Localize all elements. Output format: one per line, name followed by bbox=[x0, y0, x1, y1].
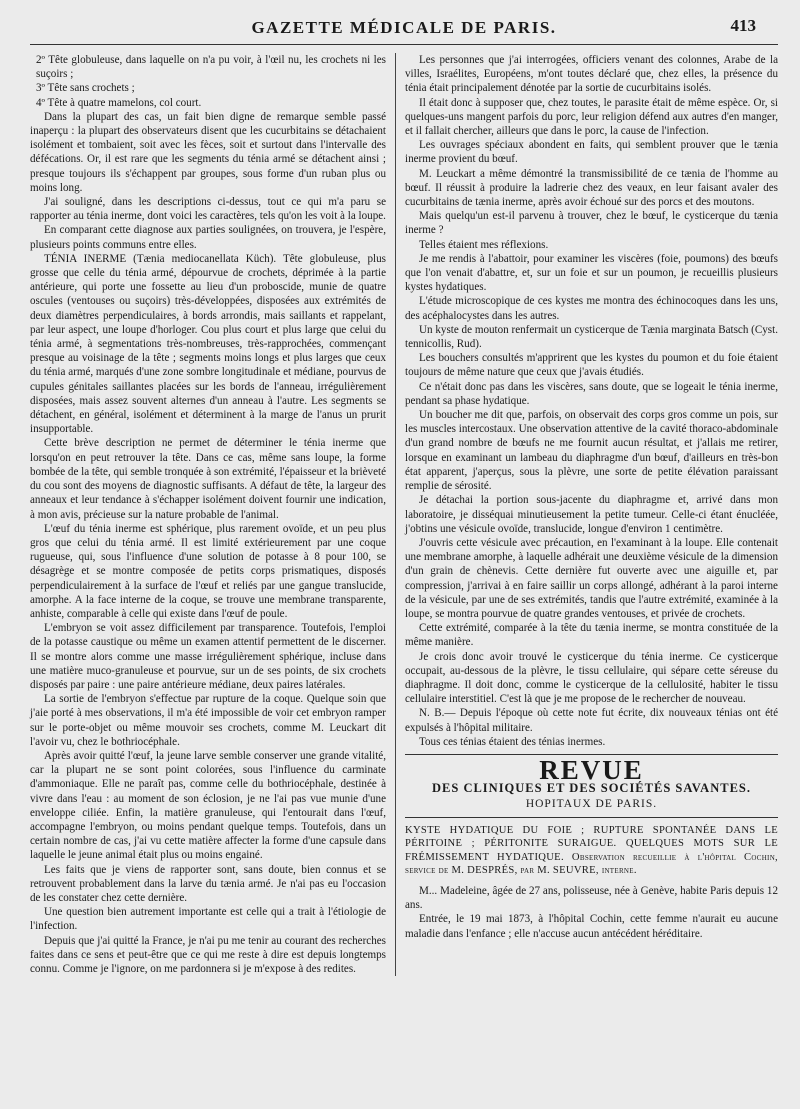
paragraph: L'œuf du ténia inerme est sphérique, plus rarement ovoïde, et un peu plus gros que celui du ténia armé. Il est limité extérieurement par une coque rugueuse, qui, sous l'influence d'une solution de potasse à 8 pour 100, se désagrège et se montre composée de petits corps prismatiques, disposés perpendiculairement à la surface de l'œuf et reliés par une gangue translucide, amorphe. A la face interne de la coque, se trouve une membrane transparente, anhiste, comparable à celle qui existe dans l'œuf de poule. bbox=[30, 522, 386, 620]
revue-section: HOPITAUX DE PARIS. bbox=[525, 798, 658, 811]
paragraph: Les bouchers consultés m'apprirent que les kystes du poumon et du foie étaient toujours de même nature que ceux que j'avais étudiés. bbox=[405, 352, 778, 379]
columns bbox=[30, 53, 778, 976]
paragraph: Ce n'était donc pas dans les viscères, sans doute, que se logeait le ténia inerme, pendant sa phase hydatique. bbox=[405, 380, 778, 407]
paragraph: L'embryon se voit assez difficilement par transparence. Toutefois, l'emploi de la potasse caustique ou même un examen attentif permettent de le discerner. Il se montre alors comme une masse irrégulièrement sphérique, incluse dans une matière muco-granuleuse et pourvue, sur un de ses points, de six crochets disposés par paire : une paire antérieure médiane, deux paires latérales. bbox=[30, 622, 386, 691]
case-title: KYSTE HYDATIQUE DU FOIE ; RUPTURE SPONTANÉE DANS LE PÉRITOINE ; PÉRITONITE SURAIGUE. QUELQUES MOTS SUR LE FRÉMISSEMENT HYDATIQUE. Observation recueillie à l'hôpital Cochin, service de M. DESPRÉS, par M. SEUVRE, interne. bbox=[405, 824, 778, 877]
page-number: 413 bbox=[730, 16, 756, 35]
paragraph: TÉNIA INERME (Tænia mediocanellata Küch). Tête globuleuse, plus grosse que celle du ténia armé, dépourvue de crochets, déprimée à la partie antérieure, qui porte une fossette au lieu d'un proboscide, munie de quatre oscules (ventouses ou suçoirs) très-développées, disposées aux extrémités de deux diamètres perpendiculaires, à bords arrondis, mais saillants et rappelant, par leur aspect, une loupe d'horloger. Cou plus court et plus large que celui du ténia armé, à segmentations très-nombreuses, très-rapprochées, commençant presque au voisinage de la tête ; segments moins longs et plus larges que ceux du ténia armé, marqués d'une zone sombre longitudinale et médiane, pourvus de cupules génitales saillantes placées sur les bords de l'anneau, irrégulièrement disposées, mais assez souvent alternes d'un anneau à l'autre. Les segments se détachent, en général, isolément et déterminent à la marge de l'anus un prurit insupportable. bbox=[30, 252, 386, 436]
paragraph: Depuis que j'ai quitté la France, je n'ai pu me tenir au courant des recherches faites dans ce sens et peut-être que ce qui me reste à dire est depuis longtemps connu. Comme je l'ignore, on me pardonnera si je m'expose à des redites. bbox=[30, 934, 386, 975]
right-column bbox=[395, 53, 778, 976]
left-column bbox=[30, 53, 395, 976]
journal-title: GAZETTE MÉDICALE DE PARIS. bbox=[251, 18, 557, 37]
paragraph: M. Leuckart a même démontré la transmissibilité de ce tænia de l'homme au bœuf. Il réussit à produire la ladrerie chez des veaux, en leur faisant avaler des cucurbitains de tænia inerme, après avoir échoué sur des porcs et des moutons. bbox=[405, 167, 778, 209]
paragraph: Cette extrémité, comparée à la tête du tænia inerme, se montra constituée de la même manière. bbox=[405, 622, 778, 649]
paragraph: Entrée, le 19 mai 1873, à l'hôpital Cochin, cette femme n'aurait eu aucune maladie dans l'enfance ; elle n'accuse aucun antécédent héréditaire. bbox=[405, 913, 778, 940]
section-divider bbox=[405, 817, 778, 818]
paragraph: M... Madeleine, âgée de 27 ans, polisseuse, née à Genève, habite Paris depuis 12 ans. bbox=[405, 884, 778, 912]
paragraph: 4º Tête à quatre mamelons, col court. bbox=[36, 96, 202, 109]
paragraph: Je crois donc avoir trouvé le cysticerque du ténia inerme. Ce cysticerque occupait, au-dessous de la plèvre, le tissu cellulaire, qui sépare cette séreuse du diaphragme. Il doit donc, comme le cysticerque de la cellulosité, habiter le tissu cellulaire interstitiel. C'est là que je me propose de le rechercher de nouveau. bbox=[405, 650, 778, 706]
page-header bbox=[30, 12, 778, 45]
paragraph: 3º Tête sans crochets ; bbox=[36, 82, 135, 95]
paragraph: Un boucher me dit que, parfois, on observait des corps gros comme un pois, sur les muscles intercostaux. Une observation attentive de la cavité thoraco-abdominale d'un grand nombre de bœufs ne me fournit aucun résultat, et j'allais me retirer, lorsque en examinant un lambeau du diaphragme d'un bœuf, d'ailleurs en très-bon état apparent, j'aperçus, sous la plèvre, une sorte de petite élévation paraissant remplie de sérosité. bbox=[405, 409, 778, 493]
paragraph: J'ouvris cette vésicule avec précaution, en l'examinant à la loupe. Elle contenait une membrane amorphe, à laquelle adhérait une deuxième vésicule de la dimension d'un grain de chènevis. Cette dernière fut ouverte avec une aiguille et, par compression, j'arrivai à en faire saillir un corps allongé, adhérant à la paroi interne de la vésicule, par une de ses extrémités, tandis que l'autre extrémité, examinée à la loupe, se montra pourvue de quatre grandes ventouses, et privée de crochets. bbox=[405, 536, 778, 620]
paragraph: Cette brève description ne permet de déterminer le ténia inerme que lorsqu'on en peut retrouver la tête. Dans ce cas, même sans loupe, la forme bombée de la tête, qui semble tronquée à son extrémité, l'épaisseur et la brièveté du cou sont des moyens de diagnostic suffisants. A défaut de tête, la largeur des anneaux et leur tendance à s'échapper isolément doivent fournir une indication, à mon avis, précieuse sur la nature probable de l'animal. bbox=[30, 437, 386, 521]
paragraph: Tous ces ténias étaient des ténias inermes. bbox=[419, 735, 606, 748]
paragraph: En comparant cette diagnose aux parties soulignées, on trouvera, je l'espère, plusieurs points communs entre elles. bbox=[30, 224, 386, 251]
paragraph: N. B.— Depuis l'époque où cette note fut écrite, dix nouveaux ténias ont été expulsés à l'hôpital militaire. bbox=[405, 707, 778, 734]
paragraph: 2º Tête globuleuse, dans laquelle on n'a pu voir, à l'œil nu, les crochets ni les suçoirs ; bbox=[36, 54, 386, 81]
paragraph: Les faits que je viens de rapporter sont, sans doute, bien connus et se retrouvent probablement dans la larve du tænia armé. Je n'ai pas eu l'occasion de les constater chez cette dernière. bbox=[30, 863, 386, 904]
paragraph: Les ouvrages spéciaux abondent en faits, qui semblent prouver que le tænia inerme provient du bœuf. bbox=[405, 139, 778, 166]
paragraph: La sortie de l'embryon s'effectue par rupture de la coque. Quelque soin que j'aie porté à mes observations, il m'a été impossible de voir cet embryon ramper sur le porte-objet ou même mouvoir ses crochets, comme M. Leuckart dit l'avoir vu, chez le bothriocéphale. bbox=[30, 693, 386, 748]
paragraph: Je détachai la portion sous-jacente du diaphragme et, arrivé dans mon laboratoire, je disséquai minutieusement la petite tumeur. Celle-ci étant énucléée, j'obtins une vésicule ovoïde, translucide, longue d'environ 1 centimètre. bbox=[405, 494, 778, 535]
paragraph: Il était donc à supposer que, chez toutes, le parasite était de même espèce. Or, si quelques-uns mangent parfois du porc, leur religion défend aux autres d'en manger, et il fallait chercher, ailleurs que dans le porc, la cause de l'infection. bbox=[405, 96, 778, 138]
paragraph: Après avoir quitté l'œuf, la jeune larve semble conserver une grande vitalité, car la plupart ne se sont point colorées, sous l'influence du carminate d'ammoniaque. Elle ne paraît pas, comme celle du bothriocéphale, destinée à vivre dans l'eau : au moment de son éclosion, je ne l'ai pas vue munie d'une enveloppe ciliée. Enfin, la matière granuleuse, qui l'entourait dans l'œuf, accompagne l'embryon, ou moins pendant quelque temps. Toutefois, dans un certain nombre de cas, j'ai vu cette matière affecter la forme d'une capsule dans laquelle le jeune animal était plus ou moins engainé. bbox=[30, 749, 386, 862]
paragraph: Une question bien autrement importante est celle qui a trait à l'étiologie de l'infection. bbox=[30, 906, 386, 933]
paragraph: Telles étaient mes réflexions. bbox=[419, 238, 549, 251]
paragraph: Je me rendis à l'abattoir, pour examiner les viscères (foie, poumons) des bœufs que l'on venait d'abattre, et, sur un foie et sur un poumon, je recueillis plusieurs kystes hydatiques. bbox=[405, 252, 778, 294]
paragraph: Dans la plupart des cas, un fait bien digne de remarque semble passé inaperçu : la plupart des observateurs disent que les cucurbitains se détachaient isolément et tombaient, soit avec les fèces, soit et surtout dans l'intervalle des défécations. Or, il est rare que les segments du ténia armé se détachent ainsi ; presque toujours ils s'échappent par groupes, sous forme d'un ruban plus ou moins long. bbox=[30, 110, 386, 194]
paragraph: L'étude microscopique de ces kystes me montra des échinocoques dans les uns, des acéphalocystes dans les autres. bbox=[405, 295, 778, 322]
revue-subtitle: DES CLINIQUES ET DES SOCIÉTÉS SAVANTES. bbox=[432, 781, 751, 796]
revue-title: REVUE bbox=[539, 754, 644, 785]
paragraph: Les personnes que j'ai interrogées, officiers venant des colonnes, Arabe de la villes, Israélites, Européens, m'ont toutes déclaré que, chez elles, la présence du ténia était principalement dénotée par la sortie de cucurbitains isolés. bbox=[405, 54, 778, 95]
paragraph: J'ai souligné, dans les descriptions ci-dessus, tout ce qui m'a paru se rapporter au ténia inerme, dont voici les caractères, tels qu'on les voit à la loupe. bbox=[30, 196, 386, 223]
paragraph: Mais quelqu'un est-il parvenu à trouver, chez le bœuf, le cysticerque du tænia inerme ? bbox=[405, 210, 778, 237]
paragraph: Un kyste de mouton renfermait un cysticerque de Tænia marginata Batsch (Cyst. tennicollis, Rud). bbox=[405, 323, 778, 351]
